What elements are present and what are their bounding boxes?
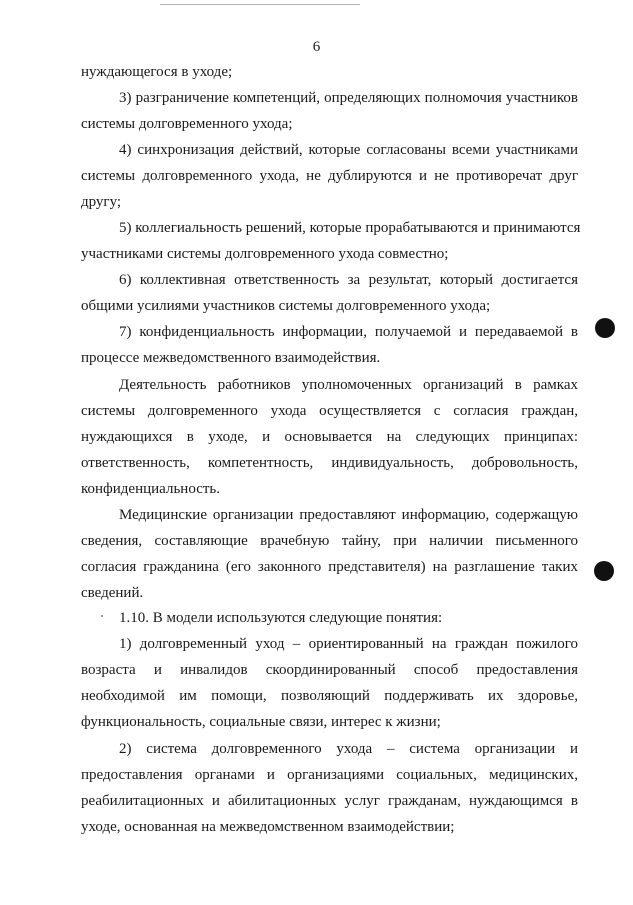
text-line: системы долговременного ухода, не дублируются и не противоречат друг	[81, 168, 578, 184]
text-line: другу;	[81, 194, 122, 210]
text-line: 1) долговременный уход – ориентированный на граждан пожилого	[119, 636, 578, 652]
text-line: уходе, основанная на межведомственном взаимодействии;	[81, 819, 455, 835]
text-line: ответственность, компетентность, индивидуальность, добровольность,	[81, 455, 578, 471]
text-line: 2) система долговременного ухода – система организации и	[119, 741, 578, 757]
text-line: 5) коллегиальность решений, которые прорабатываются и принимаются	[119, 220, 581, 236]
text-line: 6) коллективная ответственность за результат, который достигается	[119, 272, 578, 288]
text-line: сведения, составляющие врачебную тайну, при наличии письменного	[81, 533, 578, 549]
text-line: 4) синхронизация действий, которые согласованы всеми участниками	[119, 142, 578, 158]
scan-speck	[101, 615, 103, 617]
text-line: предоставления органами и организациями социальных, медицинских,	[81, 767, 578, 783]
text-line: общими усилиями участников системы долговременного ухода;	[81, 298, 491, 314]
text-line: возраста и инвалидов скоординированный способ предоставления	[81, 662, 578, 678]
text-line: функциональность, социальные связи, интерес к жизни;	[81, 714, 441, 730]
text-line: реабилитационных и абилитационных услуг гражданам, нуждающимся в	[81, 793, 578, 809]
text-line: сведений.	[81, 585, 144, 601]
text-line: конфиденциальность.	[81, 481, 220, 497]
text-line: участниками системы долговременного ухода совместно;	[81, 246, 449, 262]
text-line: Медицинские организации предоставляют информацию, содержащую	[119, 507, 578, 523]
scan-edge-line	[160, 4, 360, 5]
text-line: процессе межведомственного взаимодействия.	[81, 350, 381, 366]
text-line: 7) конфиденциальность информации, получаемой и передаваемой в	[119, 324, 578, 340]
text-line: нуждающихся в уходе, и основывается на следующих принципах:	[81, 429, 578, 445]
page-number: 6	[312, 39, 321, 55]
text-line: необходимой им помощи, позволяющий поддерживать их здоровье,	[81, 688, 578, 704]
text-line: нуждающегося в уходе;	[81, 64, 233, 80]
text-line: согласия гражданина (его законного представителя) на разглашение таких	[81, 559, 578, 575]
text-line: 3) разграничение компетенций, определяющих полномочия участников	[119, 90, 578, 106]
text-line: системы долговременного ухода;	[81, 116, 293, 132]
text-line: Деятельность работников уполномоченных организаций в рамках	[119, 377, 578, 393]
text-line: 1.10. В модели используются следующие понятия:	[119, 610, 443, 626]
punch-hole	[594, 561, 614, 581]
text-line: системы долговременного ухода осуществляется с согласия граждан,	[81, 403, 578, 419]
punch-hole	[595, 318, 615, 338]
